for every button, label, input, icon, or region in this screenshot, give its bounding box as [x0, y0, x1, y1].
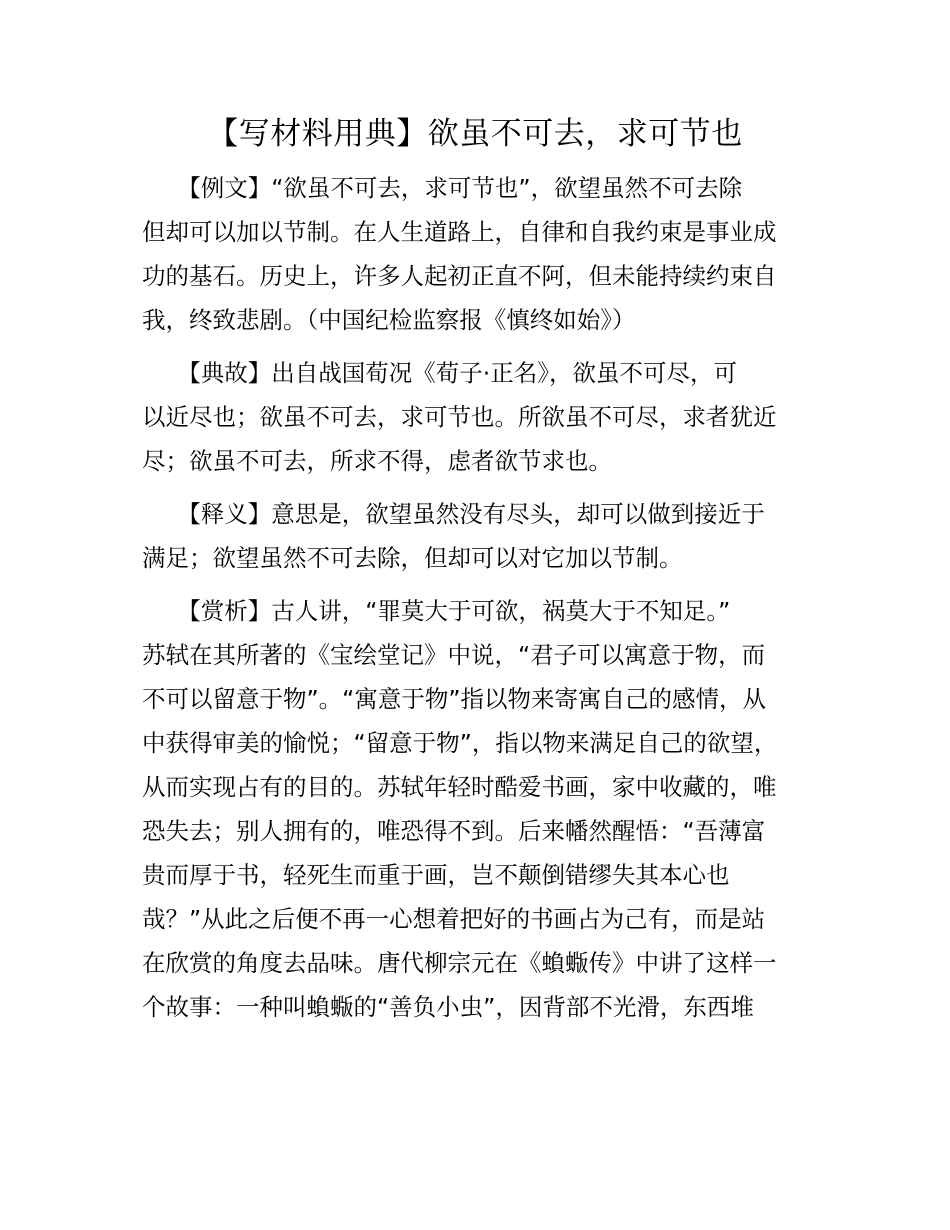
text-line: 贵而厚于书，轻死生而重于画，岂不颠倒错缪失其本心也	[142, 861, 730, 889]
text-line: 功的基石。历史上，许多人起初正直不阿，但未能持续约束自	[142, 262, 777, 290]
text-line: 个故事：一种叫蝜蝂的“善负小虫”，因背部不光滑，东西堆	[142, 993, 754, 1021]
text-line: 【释义】意思是，欲望虽然没有尽头，却可以做到接近于	[142, 500, 765, 528]
text-line: 哉？”从此之后便不再一心想着把好的书画占为己有，而是站	[142, 905, 766, 933]
text-line: 【赏析】古人讲，“罪莫大于可欲，祸莫大于不知足。”	[142, 597, 731, 625]
text-line: 尽；欲虽不可去，所求不得，虑者欲节求也。	[142, 447, 612, 475]
document-title: 【写材料用典】欲虽不可去，求可节也	[207, 116, 743, 152]
text-line: 以近尽也；欲虽不可去，求可节也。所欲虽不可尽，求者犹近	[142, 403, 777, 431]
text-line: 从而实现占有的目的。苏轼年轻时酷爱书画，家中收藏的，唯	[142, 773, 777, 801]
text-line: 不可以留意于物”。“寓意于物”指以物来寄寓自己的感情，从	[142, 685, 767, 713]
text-line: 【例文】“欲虽不可去，求可节也”，欲望虽然不可去除	[142, 174, 743, 202]
text-line: 我，终致悲剧。（中国纪检监察报《慎终如始》）	[142, 306, 636, 334]
text-line: 【典故】出自战国荀况《荀子·正名》，欲虽不可尽，可	[142, 359, 737, 387]
text-line: 在欣赏的角度去品味。唐代柳宗元在《蝜蝂传》中讲了这样一	[142, 949, 777, 977]
text-line: 中获得审美的愉悦；“留意于物”，指以物来满足自己的欲望，	[142, 729, 778, 757]
text-line: 满足；欲望虽然不可去除，但却可以对它加以节制。	[142, 544, 683, 572]
text-line: 恐失去；别人拥有的，唯恐得不到。后来幡然醒悟：“吾薄富	[142, 817, 766, 845]
text-line: 但却可以加以节制。在人生道路上，自律和自我约束是事业成	[142, 218, 777, 246]
text-line: 苏轼在其所著的《宝绘堂记》中说，“君子可以寓意于物，而	[142, 641, 766, 669]
